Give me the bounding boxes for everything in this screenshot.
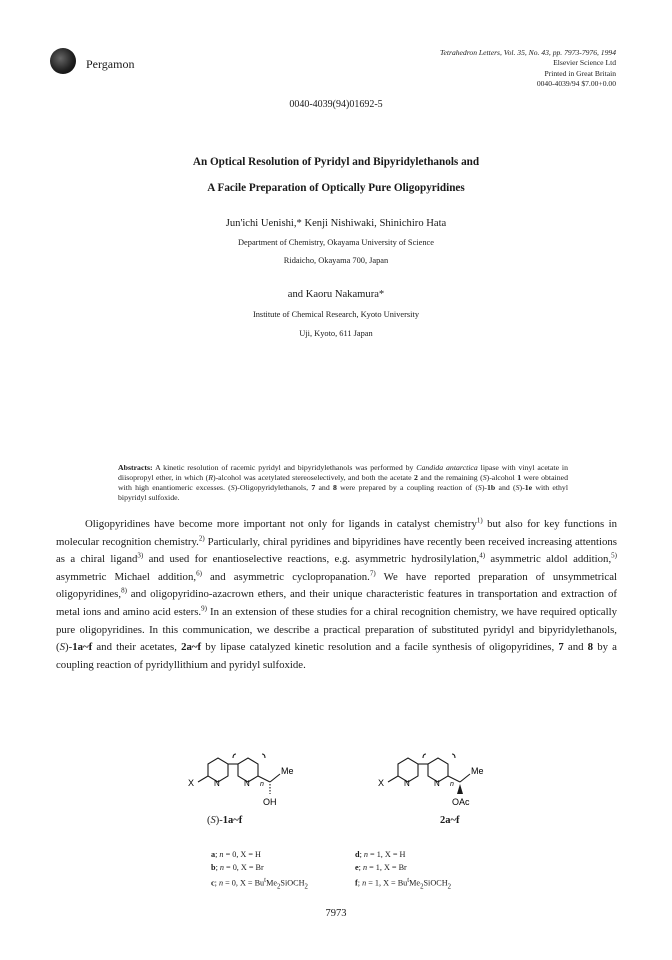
substituent-c: c; n = 0, $X = Bu^tMe_2SiOCH_2$ [211, 877, 308, 891]
structure-1-me: Me [281, 766, 294, 776]
compound-label-2: 2a~f [440, 815, 460, 826]
affiliation-2-line-2: Uji, Kyoto, 611 Japan [299, 329, 373, 338]
title-line-2: A Facile Preparation of Optically Pure Oligopyridines [207, 182, 465, 194]
publisher-name: Pergamon [86, 57, 135, 71]
journal-citation [440, 48, 616, 90]
structure-2-n1: N [404, 779, 410, 788]
substituent-list-right [355, 848, 451, 893]
page-number: 7973 [325, 908, 347, 919]
structure-1-oh: OH [263, 797, 277, 807]
structure-2-x: X [378, 778, 385, 788]
affiliation-2-line-1: Institute of Chemical Research, Kyoto University [252, 310, 420, 319]
substituent-d: d; n = 1, X = H [355, 850, 406, 859]
structure-2-n-subscript: n [450, 781, 454, 788]
body-paragraph: Oligopyridines have become more important not only for ligands in catalyst chemistry$^{1)}$ but also for key functions in molecular recognition chemistry.$^{2)}$ Particularly, chiral pyridines and bipyridines have recently been received increasing attentions as a chiral ligand$^{3)}$ and used for enantioselective reactions, e.g. asymmetric hydrosilylation,$^{4)}$ asymmetric aldol addition,$^{5)}$ asymmetric Michael addition,$^{6)}$ and asymmetric cyclopropanation.$^{7)}$ We have reported preparation of unsymmetrical oligopyridines,$^{8)}$ and oligopyridino-azacrown ethers, and their unique characteristic features in transportation and extraction of metal ions and amino acid esters.$^{9)}$ In an extension of these studies for a chiral recognition chemistry, we have required optically pure oligopyridines. In this communication, we describe a practical preparation of substituted pyridyl and bipyridylethanols, (S)-1a~f and their acetates, 2a~f by lipase catalyzed kinetic resolution and a facile synthesis of oligopyridines, 7 and 8 by a coupling reaction of pyridyllithium and pyridyl sulfoxide. [56, 516, 618, 671]
authors-group-2: and Kaoru Nakamura* [287, 289, 385, 300]
structure-1-x: X [188, 778, 195, 788]
structure-2-me: Me [471, 766, 484, 776]
substituent-list-left [211, 848, 308, 893]
authors-group-1: Jun'ichi Uenishi,* Kenji Nishiwaki, Shinichiro Hata [225, 218, 447, 229]
structure-1-n1: N [214, 779, 220, 788]
substituent-b: b; n = 0, X = Br [211, 863, 264, 872]
publisher-logo-icon [50, 48, 76, 74]
affiliation-1-line-2: Ridaicho, Okayama 700, Japan [283, 256, 389, 265]
structure-1-alcohol [180, 742, 330, 810]
structure-1-n-subscript: n [260, 781, 264, 788]
structure-2-oac: OAc [452, 797, 470, 807]
affiliation-1-line-1: Department of Chemistry, Okayama University of Science [238, 238, 434, 247]
journal-line-2: Elsevier Science Ltd [553, 58, 616, 68]
structure-1-n2: N [244, 779, 250, 788]
compound-label-1: (S)-1a~f [207, 815, 243, 826]
substituent-a: a; n = 0, X = H [211, 850, 261, 859]
structure-2-n2: N [434, 779, 440, 788]
abstract: Abstracts: A kinetic resolution of racemic pyridyl and bipyridylethanols was performed by Candida antarctica lipase with vinyl acetate in diisopropyl ether, in which (R)-alcohol was acetylated stereoselectively, and both the acetate 2 and the remaining (S)-alcohol 1 were obtained with high enantiomeric excesses. (S)-Oligopyridylethanols, 7 and 8 were prepared by a coupling reaction of (S)-1b and (S)-1e with ethyl bipyridyl sulfoxide. [118, 463, 569, 502]
structure-2-acetate [370, 742, 520, 810]
doi: 0040-4039(94)01692-5 [289, 99, 383, 110]
title-line-1: An Optical Resolution of Pyridyl and Bipyridylethanols and [192, 156, 480, 168]
substituent-f: f; n = 1, $X = Bu^tMe_2SiOCH_2$ [355, 877, 452, 891]
abstract-label: Abstracts: [118, 463, 153, 472]
substituent-e: e; n = 1, X = Br [355, 863, 407, 872]
journal-line-3: Printed in Great Britain [544, 68, 616, 78]
journal-line-1: Tetrahedron Letters, Vol. 35, No. 43, pp. 7973-7976, 1994 [440, 48, 616, 57]
journal-line-4: 0040-4039/94 $7.00+0.00 [536, 79, 616, 89]
